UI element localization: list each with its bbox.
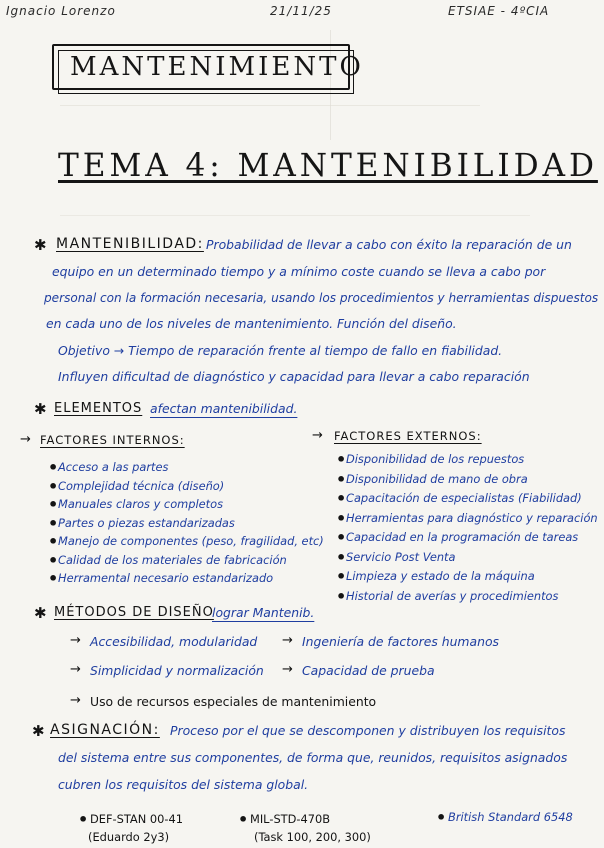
bullet-dot-icon: • (48, 495, 59, 514)
course-label: ETSIAE - 4ºCIA (448, 4, 550, 18)
elements-heading-note: afectan mantenibilidad. (150, 401, 298, 416)
elements-heading: ELEMENTOS (54, 401, 143, 416)
factor-item: Historial de averías y procedimientos (346, 588, 559, 603)
method-item: Simplicidad y normalización (90, 663, 264, 678)
factor-item: Manejo de componentes (peso, fragilidad, etc) (58, 534, 324, 548)
section-title: TEMA 4: MANTENIBILIDAD (58, 146, 598, 184)
bullet-dot-icon: • (48, 569, 59, 588)
star-bullet-icon: ✱ (34, 236, 47, 254)
bullet-dot-icon: • (48, 458, 59, 477)
factor-item: Disponibilidad de mano de obra (346, 471, 528, 486)
standard-name: MIL-STD-470B (250, 812, 331, 826)
definition-line: en cada uno de los niveles de mantenimiento. Función del diseño. (46, 316, 457, 331)
definition-influence: Influyen dificultad de diagnóstico y capacidad para llevar a cabo reparación (58, 369, 530, 384)
factor-item: Limpieza y estado de la máquina (346, 569, 535, 583)
factor-item: Servicio Post Venta (346, 549, 456, 564)
bleed-through-mark (60, 105, 480, 106)
star-bullet-icon: ✱ (34, 400, 47, 418)
bullet-dot-icon: • (48, 550, 59, 570)
external-factors-title: FACTORES EXTERNOS: (334, 429, 482, 443)
bullet-dot-icon: • (336, 567, 347, 586)
arrow-right-icon: → (20, 432, 31, 447)
factor-item: Herramientas para diagnóstico y reparación (346, 510, 598, 525)
method-item: Capacidad de prueba (302, 663, 435, 678)
bullet-dot-icon: • (48, 532, 59, 551)
factor-item: Calidad de los materiales de fabricación (58, 552, 287, 567)
factor-item: Capacidad en la programación de tareas (346, 530, 579, 544)
bullet-dot-icon: • (436, 808, 447, 827)
method-item: Uso de recursos especiales de mantenimiento (90, 694, 377, 709)
arrow-right-icon: → (282, 633, 293, 648)
assignment-line: cubren los requisitos del sistema global. (58, 777, 309, 792)
methods-heading-note: lograr Mantenib. (212, 605, 315, 620)
arrow-right-icon: → (70, 633, 81, 648)
assignment-line: Proceso por el que se descomponen y distribuyen los requisitos (170, 723, 566, 738)
arrow-right-icon: → (312, 428, 323, 443)
bullet-dot-icon: • (78, 810, 89, 829)
author-name: Ignacio Lorenzo (6, 4, 116, 18)
bullet-dot-icon: • (336, 489, 347, 508)
factor-item: Disponibilidad de los repuestos (346, 452, 525, 466)
bullet-dot-icon: • (336, 547, 347, 567)
standard-name: DEF-STAN 00-41 (90, 812, 183, 826)
arrow-right-icon: → (70, 662, 81, 677)
assignment-term: ASIGNACIÓN: (50, 722, 160, 738)
assignment-line: del sistema entre sus componentes, de forma que, reunidos, requisitos asignados (58, 750, 568, 765)
standard-note: (Eduardo 2y3) (88, 830, 170, 844)
standard-name: British Standard 6548 (448, 810, 573, 824)
bullet-dot-icon: • (336, 469, 347, 489)
definition-line: equipo en un determinado tiempo y a mínimo coste cuando se lleva a cabo por (52, 264, 546, 279)
definition-line: Probabilidad de llevar a cabo con éxito la reparación de un (206, 237, 572, 252)
bullet-dot-icon: • (336, 528, 347, 547)
definition-objective: Objetivo → Tiempo de reparación frente al tiempo de fallo en fiabilidad. (58, 343, 503, 358)
standard-note: (Task 100, 200, 300) (254, 830, 371, 844)
factor-item: Manuales claros y completos (58, 497, 224, 511)
definition-line: personal con la formación necesaria, usando los procedimientos y herramientas dispuestos (44, 290, 599, 305)
bullet-dot-icon: • (336, 450, 347, 469)
star-bullet-icon: ✱ (32, 722, 45, 740)
bullet-dot-icon: • (336, 586, 347, 606)
factor-item: Partes o piezas estandarizadas (58, 515, 235, 530)
factor-item: Complejidad técnica (diseño) (58, 478, 225, 493)
bleed-through-mark (60, 215, 530, 216)
definition-term: MANTENIBILIDAD: (56, 236, 204, 252)
bullet-dot-icon: • (48, 513, 59, 533)
factor-item: Capacitación de especialistas (Fiabilidad) (346, 491, 582, 505)
arrow-right-icon: → (282, 662, 293, 677)
star-bullet-icon: ✱ (34, 604, 47, 622)
bullet-dot-icon: • (336, 508, 347, 528)
factor-item: Acceso a las partes (58, 460, 169, 474)
page-title: MANTENIMIENTO (70, 52, 364, 82)
bleed-through-mark (330, 30, 581, 140)
factor-item: Herramental necesario estandarizado (58, 571, 274, 585)
methods-heading: MÉTODOS DE DISEÑO (54, 605, 214, 620)
date: 21/11/25 (270, 4, 332, 18)
bullet-dot-icon: • (48, 476, 59, 496)
bullet-dot-icon: • (238, 810, 249, 829)
method-item: Ingeniería de factores humanos (302, 634, 499, 649)
method-item: Accesibilidad, modularidad (90, 634, 258, 649)
internal-factors-title: FACTORES INTERNOS: (40, 433, 185, 447)
arrow-right-icon: → (70, 693, 81, 708)
